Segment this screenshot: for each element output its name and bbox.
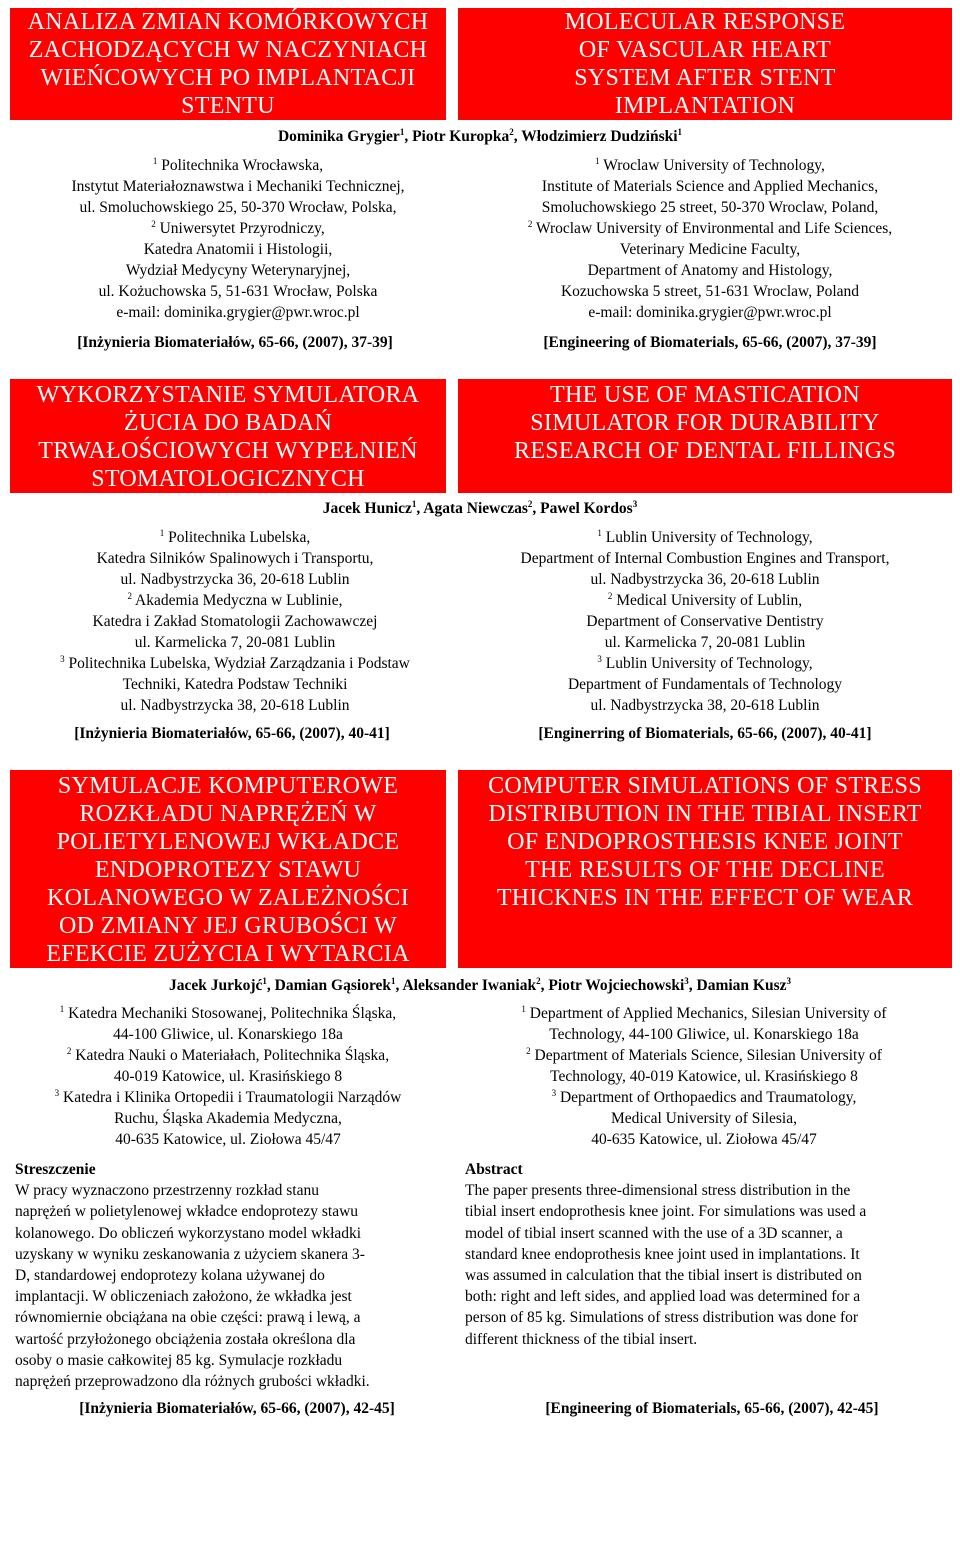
title-line: IMPLANTATION	[614, 93, 796, 119]
title-line: THICKNES IN THE EFFECT OF WEAR	[496, 885, 914, 911]
title-line: TRWAŁOŚCIOWYCH WYPEŁNIEŃ	[38, 438, 418, 464]
paper1-authors: Dominika Grygier$^1$, Piotr Kuropka$^2$, Włodzimierz Dudziński$^1$	[277, 126, 683, 145]
title-line: ROZKŁADU NAPRĘŻEŃ W	[79, 801, 377, 827]
title-line: ENDOPROTEZY STAWU	[94, 857, 362, 883]
paper2-citation-pl: [Inżynieria Biomateriałów, 65-66, (2007), 40-41]	[74, 725, 390, 742]
abstract-heading: Abstract	[465, 1161, 523, 1178]
paper2-authors: Jacek Hunicz$^1$, Agata Niewczas$^2$, Pawel Kordos$^3$	[322, 498, 638, 517]
title-line: ŻUCIA DO BADAŃ	[123, 410, 333, 436]
abstract-pl: Streszczenie W pracy wyznaczono przestrzenny rozkład stanu naprężeń w polietylenowej wkładce endoprotezy stawu kolanowego. Do obliczeń wykorzystano model wkładki uzyskany w wyniku zeskanowania z użyciem skanera 3- D, standardowej endoprotezy kolana używanej do implantacji. W obliczeniach założono, że wkładka jest równomiernie obciążana na obie części: prawą i lewą, a wartość przyłożonego obciążenia została określona dla osoby o masie całkowitej 85 kg. Symulacje rozkładu naprężeń przeprowadzono dla różnych grubości wkładki.	[15, 1159, 445, 1392]
title-line: ANALIZA ZMIAN KOMÓRKOWYCH	[27, 9, 429, 35]
paper3-title-pl	[10, 770, 446, 968]
title-line: SYSTEM AFTER STENT	[574, 65, 836, 91]
title-line: MOLECULAR RESPONSE	[564, 9, 846, 35]
title-line: EFEKCIE ZUŻYCIA I WYTARCIA	[46, 941, 410, 967]
paper2-affiliations-en: $^1$ Lublin University of Technology, Department of Internal Combustion Engines and Transport, ul. Nadbystrzycka 36, 20-618 Lublin $^2$ Medical University of Lublin, Department of Conservative Dentistry ul. Karmelicka 7, 20-081 Lublin $^3$ Lublin University of Technology, Department of Fundamentals of Technology ul. Nadbystrzycka 38, 20-618 Lublin	[520, 527, 890, 714]
paper1-affiliations-pl: $^1$ Politechnika Wrocławska, Instytut Materiałoznawstwa i Mechaniki Technicznej, ul. Smoluchowskiego 25, 50-370 Wrocław, Polska, $^2$ Uniwersytet Przyrodniczy, Katedra Anatomii i Histologii, Wydział Medycyny Weterynaryjnej, ul. Kożuchowska 5, 51-631 Wrocław, Polska e-mail: dominika.grygier@pwr.wroc.pl	[71, 155, 405, 321]
title-line: OD ZMIANY JEJ GRUBOŚCI W	[59, 913, 397, 939]
title-line: DISTRIBUTION IN THE TIBIAL INSERT	[488, 801, 922, 827]
abstract-en: Abstract The paper presents three-dimensional stress distribution in the tibial insert endoprothesis knee joint. For simulations was used a model of tibial insert scanned with the use of a 3D scanner, a standard knee endoprothesis knee joint used in implantations. It was assumed in calculation that the tibial insert is distributed on both: right and left sides, and applied load was determined for a person of 85 kg. Simulations of stress distribution was done for different thickness of the tibial insert.	[465, 1159, 950, 1350]
paper1-title-pl	[10, 8, 446, 120]
paper2-citation-en: [Enginerring of Biomaterials, 65-66, (2007), 40-41]	[538, 725, 872, 742]
title-line: WIEŃCOWYCH PO IMPLANTACJI	[40, 65, 416, 91]
paper1-affiliations-en: $^1$ Wroclaw University of Technology, Institute of Materials Science and Applied Mechanics, Smoluchowskiego 25 street, 50-370 Wroclaw, Poland, $^2$ Wroclaw University of Environmental and Life Sciences, Veterinary Medicine Faculty, Department of Anatomy and Histology, Kozuchowska 5 street, 51-631 Wroclaw, Poland e-mail: dominika.grygier@pwr.wroc.pl	[527, 155, 893, 321]
paper3-citation-pl: [Inżynieria Biomateriałów, 65-66, (2007), 42-45]	[79, 1400, 395, 1417]
paper3-affiliations-pl: $^1$ Katedra Mechaniki Stosowanej, Politechnika Śląska, 44-100 Gliwice, ul. Konarskiego 18a $^2$ Katedra Nauki o Materiałach, Politechnika Śląska, 40-019 Katowice, ul. Krasińskiego 8 $^3$ Katedra i Klinika Ortopedii i Traumatologii Narządów Ruchu, Śląska Akademia Medyczna, 40-635 Katowice, ul. Ziołowa 45/47	[54, 1003, 402, 1148]
title-line: OF ENDOPROSTHESIS KNEE JOINT	[507, 829, 903, 855]
title-line: WYKORZYSTANIE SYMULATORA	[36, 382, 420, 408]
title-line: POLIETYLENOWEJ WKŁADCE	[56, 829, 400, 855]
paper2-affiliations-pl: $^1$ Politechnika Lubelska, Katedra Silników Spalinowych i Transportu, ul. Nadbystrzycka 36, 20-618 Lublin $^2$ Akademia Medyczna w Lublinie, Katedra i Zakład Stomatologii Zachowawczej ul. Karmelicka 7, 20-081 Lublin $^3$ Politechnika Lubelska, Wydział Zarządzania i Podstaw Techniki, Katedra Podstaw Techniki ul. Nadbystrzycka 38, 20-618 Lublin	[60, 527, 410, 714]
title-line: STENTU	[181, 93, 275, 119]
title-line: KOLANOWEGO W ZALEŻNOŚCI	[47, 885, 409, 911]
title-line: THE USE OF MASTICATION	[550, 382, 860, 408]
abstract-heading: Streszczenie	[15, 1161, 96, 1178]
title-line: RESEARCH OF DENTAL FILLINGS	[514, 438, 896, 464]
title-line: SYMULACJE KOMPUTEROWE	[57, 773, 399, 799]
title-line: ZACHODZĄCYCH W NACZYNIACH	[28, 37, 428, 63]
paper3-title-en	[458, 770, 952, 968]
title-line: OF VASCULAR HEART	[578, 37, 832, 63]
title-line: COMPUTER SIMULATIONS OF STRESS	[488, 773, 922, 799]
title-line: SIMULATOR FOR DURABILITY	[530, 410, 880, 436]
paper1-citation-pl: [Inżynieria Biomateriałów, 65-66, (2007), 37-39]	[77, 334, 393, 351]
paper3-citation-en: [Engineering of Biomaterials, 65-66, (2007), 42-45]	[545, 1400, 879, 1417]
paper2-title-pl	[10, 379, 446, 493]
paper3-affiliations-en: $^1$ Department of Applied Mechanics, Silesian University of Technology, 44-100 Gliwice, ul. Konarskiego 18a $^2$ Department of Materials Science, Silesian University of Technology, 40-019 Katowice, ul. Krasińskiego 8 $^3$ Department of Orthopaedics and Traumatology, Medical University of Silesia, 40-635 Katowice, ul. Ziołowa 45/47	[521, 1003, 887, 1148]
paper1-title-en	[458, 8, 952, 120]
paper1-citation-en: [Engineering of Biomaterials, 65-66, (2007), 37-39]	[543, 334, 877, 351]
paper3-authors: Jacek Jurkojć$^1$, Damian Gąsiorek$^1$, Aleksander Iwaniak$^2$, Piotr Wojciechowski$^3$, Damian Kusz$^3$	[168, 975, 792, 994]
title-line: THE RESULTS OF THE DECLINE	[525, 857, 885, 883]
title-line: STOMATOLOGICZNYCH	[91, 466, 365, 492]
paper2-title-en	[458, 379, 952, 493]
